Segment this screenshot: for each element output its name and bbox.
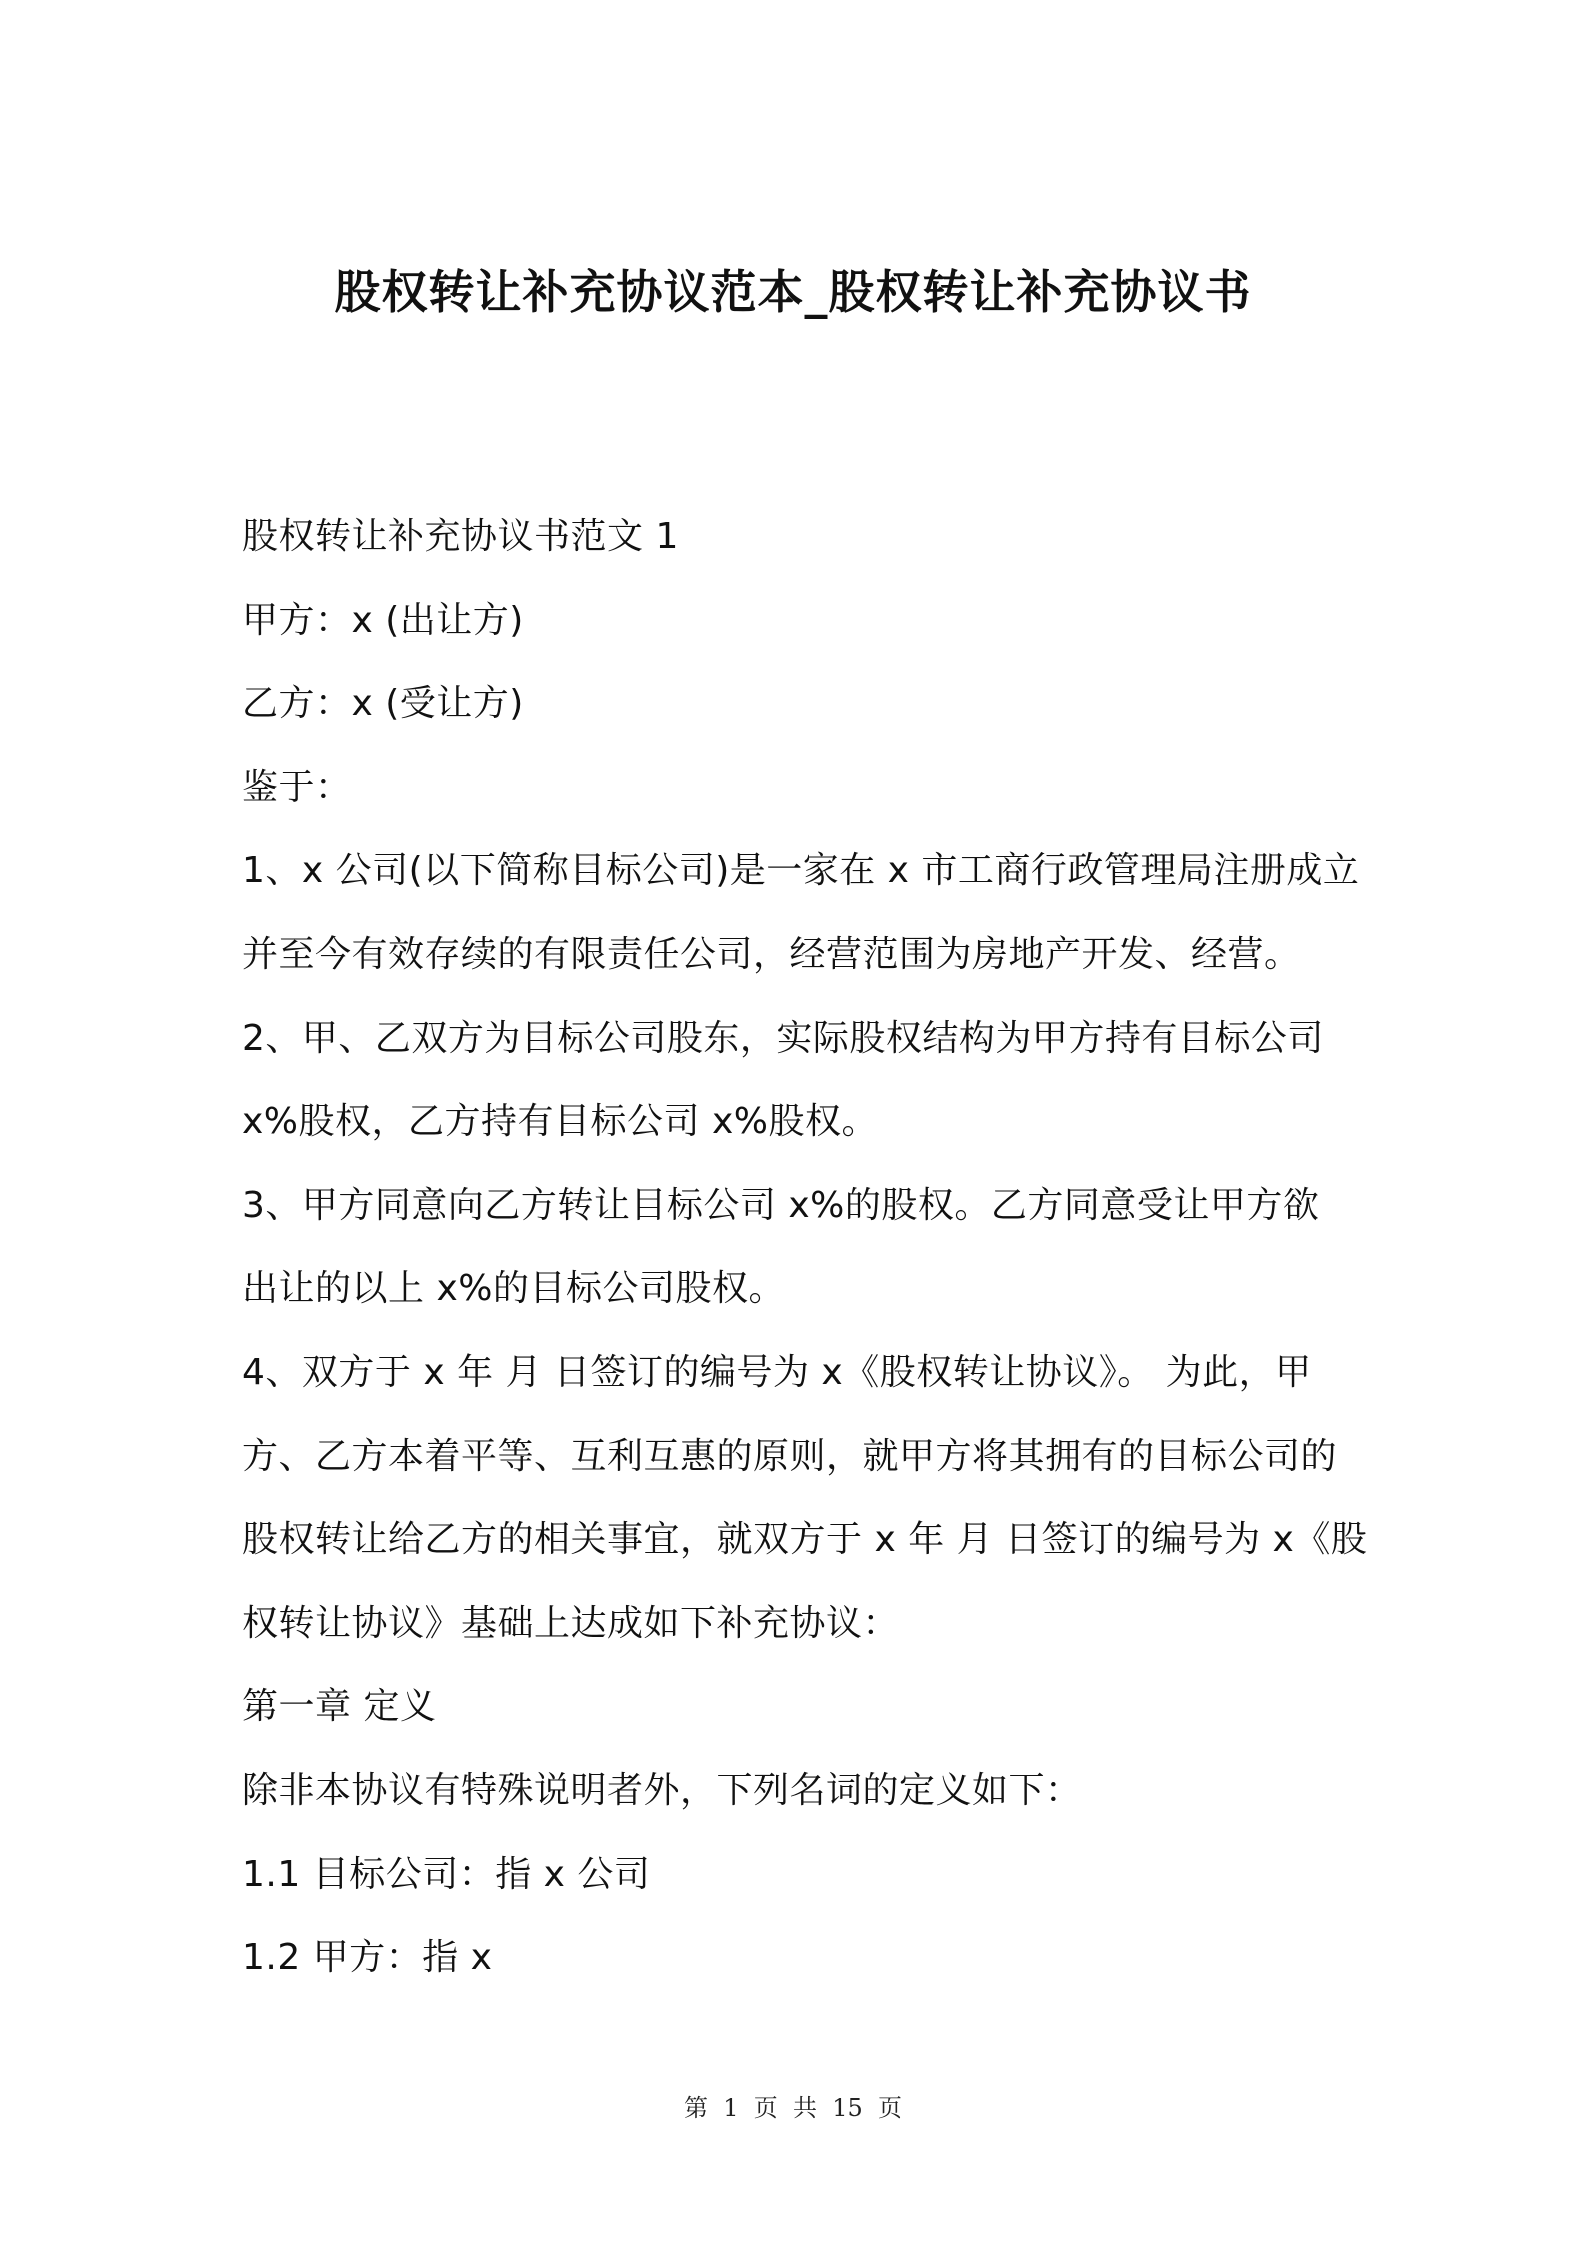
definition-item: 1.1 目标公司：指 x 公司: [242, 1853, 651, 1895]
paragraph-line: 乙方：x (受让方): [242, 683, 524, 725]
paragraph-line: 权转让协议》基础上达成如下补充协议：: [242, 1602, 900, 1644]
paragraph-line: 并至今有效存续的有限责任公司，经营范围为房地产开发、经营。: [242, 933, 1301, 975]
paragraph-line: x%股权，乙方持有目标公司 x%股权。: [242, 1101, 878, 1143]
paragraph-line: 甲方：x (出让方): [242, 599, 524, 641]
paragraph-line: 股权转让补充协议书范文 1: [242, 516, 679, 557]
paragraph-line: 3、甲方同意向乙方转让目标公司 x%的股权。乙方同意受让甲方欲: [242, 1184, 1320, 1226]
paragraph-line: 出让的以上 x%的目标公司股权。: [242, 1268, 785, 1310]
paragraph-line: 股权转让给乙方的相关事宜，就双方于 x 年 月 日签订的编号为 x《股: [242, 1519, 1368, 1561]
paragraph-line: 4、双方于 x 年 月 日签订的编号为 x《股权转让协议》。 为此，甲: [242, 1351, 1312, 1393]
chapter-heading: 第一章 定义: [242, 1686, 437, 1728]
paragraph-line: 2、甲、乙双方为目标公司股东，实际股权结构为甲方持有目标公司: [242, 1017, 1324, 1059]
paragraph-line: 除非本协议有特殊说明者外，下列名词的定义如下：: [242, 1769, 1082, 1811]
page-number-footer: 第 1 页 共 15 页: [683, 2094, 903, 2122]
document-title: 股权转让补充协议范本_股权转让补充协议书: [334, 265, 1252, 319]
paragraph-line: 鉴于：: [242, 766, 352, 808]
definition-item: 1.2 甲方：指 x: [242, 1937, 493, 1979]
document-body: [242, 495, 1368, 2000]
paragraph-line: 方、乙方本着平等、互利互惠的原则，就甲方将其拥有的目标公司的: [242, 1435, 1338, 1477]
paragraph-line: 1、x 公司(以下简称目标公司)是一家在 x 市工商行政管理局注册成立: [242, 850, 1360, 892]
